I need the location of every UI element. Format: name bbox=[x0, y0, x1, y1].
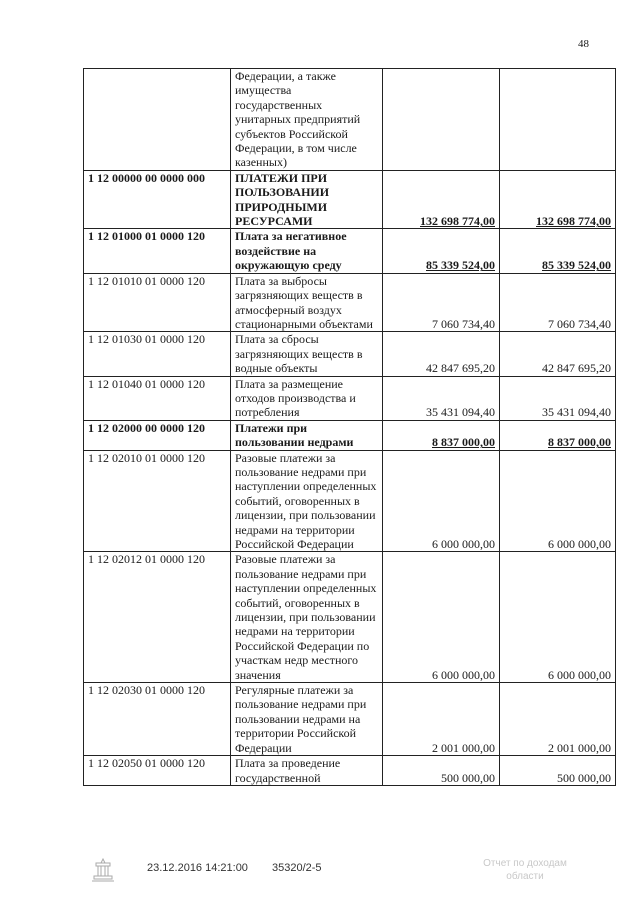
amount-cell-1: 85 339 524,00 bbox=[383, 229, 500, 273]
amount-cell-1: 8 837 000,00 bbox=[383, 420, 500, 450]
amount-cell-2: 6 000 000,00 bbox=[500, 552, 616, 683]
description-cell: Плата за размещение отходов производства и потребления bbox=[231, 376, 383, 420]
table-row bbox=[84, 756, 616, 786]
amount-cell-2: 6 000 000,00 bbox=[500, 450, 616, 552]
amount-cell-1: 6 000 000,00 bbox=[383, 552, 500, 683]
footer-date: 23.12.2016 14:21:00 bbox=[147, 862, 248, 874]
table-row bbox=[84, 683, 616, 756]
table-row bbox=[84, 450, 616, 552]
amount-cell-2: 132 698 774,00 bbox=[500, 170, 616, 229]
amount-cell-1 bbox=[383, 69, 500, 171]
amount-cell-2 bbox=[500, 69, 616, 171]
description-cell: Плата за выбросы загрязняющих веществ в атмосферный воздух стационарными объектами bbox=[231, 273, 383, 332]
budget-code-cell: 1 12 01030 01 0000 120 bbox=[84, 332, 231, 376]
budget-code-cell: 1 12 01040 01 0000 120 bbox=[84, 376, 231, 420]
budget-code-cell: 1 12 02050 01 0000 120 bbox=[84, 756, 231, 786]
budget-code-cell bbox=[84, 69, 231, 171]
amount-cell-1: 35 431 094,40 bbox=[383, 376, 500, 420]
budget-code-cell: 1 12 02000 00 0000 120 bbox=[84, 420, 231, 450]
description-cell: Федерации, а также имущества государственных унитарных предприятий субъектов Российской Федерации, в том числе казенных) bbox=[231, 69, 383, 171]
amount-cell-1: 6 000 000,00 bbox=[383, 450, 500, 552]
description-cell: ПЛАТЕЖИ ПРИ ПОЛЬЗОВАНИИ ПРИРОДНЫМИ РЕСУРСАМИ bbox=[231, 170, 383, 229]
amount-cell-2: 500 000,00 bbox=[500, 756, 616, 786]
revenue-table bbox=[83, 68, 616, 786]
description-cell: Плата за негативное воздействие на окружающую среду bbox=[231, 229, 383, 273]
amount-cell-2: 35 431 094,40 bbox=[500, 376, 616, 420]
budget-code-cell: 1 12 02030 01 0000 120 bbox=[84, 683, 231, 756]
amount-cell-2: 85 339 524,00 bbox=[500, 229, 616, 273]
budget-code-cell: 1 12 01010 01 0000 120 bbox=[84, 273, 231, 332]
amount-cell-1: 500 000,00 bbox=[383, 756, 500, 786]
description-cell: Разовые платежи за пользование недрами при наступлении определенных событий, оговоренных в лицензии, при пользовании недрами на территории Российской Федерации bbox=[231, 450, 383, 552]
table-row bbox=[84, 420, 616, 450]
description-cell: Разовые платежи за пользование недрами при наступлении определенных событий, оговоренных в лицензии, при пользовании недрами на территории Российской Федерации по участкам недр местного значения bbox=[231, 552, 383, 683]
table-row bbox=[84, 69, 616, 171]
description-cell: Платежи при пользовании недрами bbox=[231, 420, 383, 450]
building-stamp-icon bbox=[90, 857, 116, 883]
watermark-line-1: Отчет по доходам bbox=[483, 858, 567, 869]
amount-cell-2: 7 060 734,40 bbox=[500, 273, 616, 332]
description-cell: Плата за сбросы загрязняющих веществ в водные объекты bbox=[231, 332, 383, 376]
budget-code-cell: 1 12 02010 01 0000 120 bbox=[84, 450, 231, 552]
budget-code-cell: 1 12 01000 01 0000 120 bbox=[84, 229, 231, 273]
amount-cell-2: 42 847 695,20 bbox=[500, 332, 616, 376]
footer-doc-number: 35320/2-5 bbox=[272, 862, 322, 874]
amount-cell-2: 2 001 000,00 bbox=[500, 683, 616, 756]
table-row bbox=[84, 332, 616, 376]
description-cell: Регулярные платежи за пользование недрами при пользовании недрами на территории Российской Федерации bbox=[231, 683, 383, 756]
table-row bbox=[84, 552, 616, 683]
page-footer bbox=[0, 857, 640, 897]
table-row bbox=[84, 170, 616, 229]
amount-cell-1: 132 698 774,00 bbox=[383, 170, 500, 229]
table-row bbox=[84, 229, 616, 273]
budget-code-cell: 1 12 00000 00 0000 000 bbox=[84, 170, 231, 229]
table-row bbox=[84, 376, 616, 420]
page-number: 48 bbox=[578, 38, 589, 50]
amount-cell-1: 2 001 000,00 bbox=[383, 683, 500, 756]
table-row bbox=[84, 273, 616, 332]
amount-cell-1: 7 060 734,40 bbox=[383, 273, 500, 332]
watermark-line-2: области bbox=[506, 871, 544, 882]
amount-cell-2: 8 837 000,00 bbox=[500, 420, 616, 450]
budget-code-cell: 1 12 02012 01 0000 120 bbox=[84, 552, 231, 683]
amount-cell-1: 42 847 695,20 bbox=[383, 332, 500, 376]
footer-watermark bbox=[450, 857, 600, 883]
description-cell: Плата за проведение государственной bbox=[231, 756, 383, 786]
